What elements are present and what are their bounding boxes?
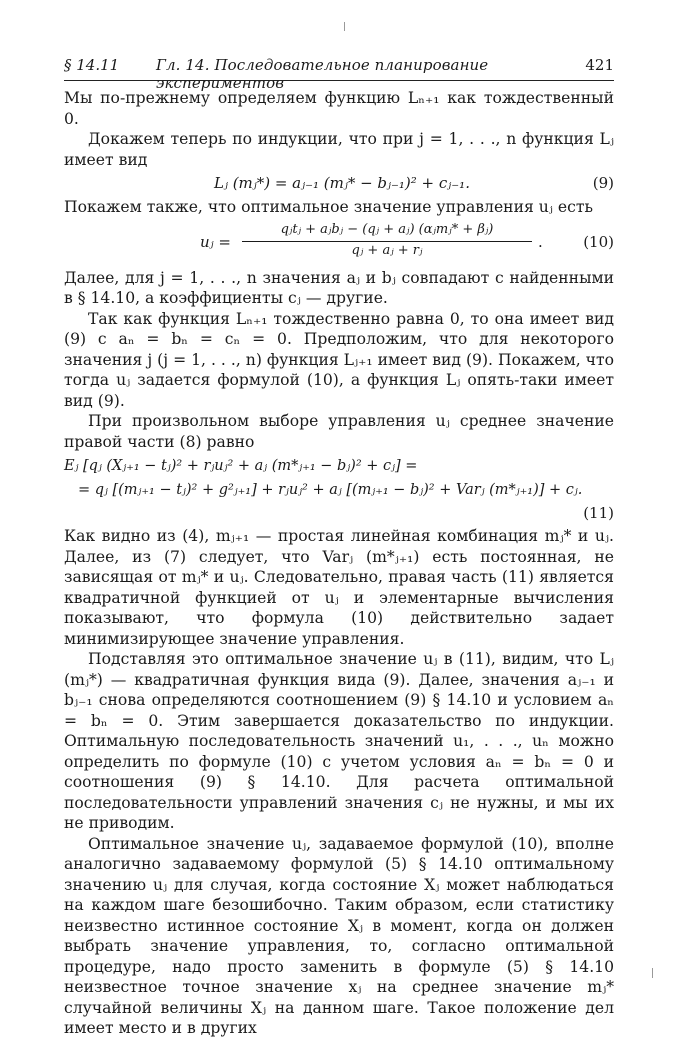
- paragraph: Оптимальное значение uⱼ, задаваемое формулой (10), вполне аналогично задаваемому формулой (5) § 14.10 оптимальному значению uⱼ для случая, когда состояние Xⱼ может наблюдаться на каждом шаге безошибочно. Таким образом, если статистику неизвестно истинное состояние Xⱼ в момент, когда он должен выбрать значение управления, то, согласно оптимальной процедуре, надо просто заменить в формуле (5) § 14.10 неизвестное точное значение xⱼ на среднее значение mⱼ* случайной величины Xⱼ на данном шаге. Такое положение дел имеет место и в других: [64, 834, 614, 1037]
- scan-mark: [652, 968, 653, 978]
- page-number: 421: [585, 56, 614, 74]
- paragraph: Далее, для j = 1, . . ., n значения aⱼ и bⱼ совпадают с найденными в § 14.10, а коэффициенты cⱼ — другие.: [64, 268, 614, 307]
- chapter-title: Гл. 14. Последовательное планирование экспериментов: [156, 56, 489, 92]
- paragraph: Как видно из (4), mⱼ₊₁ — простая линейная комбинация mⱼ* и uⱼ. Далее, из (7) следует, что Varⱼ (m*ⱼ₊₁) есть постоянная, не зависящая от mⱼ* и uⱼ. Следовательно, правая часть (11) является квадратичной функцией от uⱼ и элементарные вычисления показывают, что формула (10) действительно задает минимизирующее значение управления.: [64, 527, 614, 648]
- paragraph: Подставляя это оптимальное значение uⱼ в (11), видим, что Lⱼ (mⱼ*) — квадратичная функция вида (9). Далее, значения aⱼ₋₁ и bⱼ₋₁ снова определяются соотношением (9) § 14.10 и условием aₙ = bₙ = 0. Этим завершается доказательство по индукции. Оптимальную последовательность значений u₁, . . ., uₙ можно определить по формуле (10) с учетом условия aₙ = bₙ = 0 и соотношения (9) § 14.10. Для расчета оптимальной последовательности управлений значения cⱼ не нужны, и мы их не приводим.: [64, 650, 614, 832]
- scan-mark: [344, 22, 345, 31]
- equation-10: [64, 222, 614, 264]
- paragraph: Докажем теперь по индукции, что при j = 1, . . ., n функция Lⱼ имеет вид: [64, 130, 614, 169]
- equation-number: (10): [583, 232, 614, 251]
- equation-number: (11): [583, 504, 614, 522]
- equation-9: [64, 172, 614, 195]
- equation-period: .: [538, 232, 543, 251]
- equation-line: = qⱼ [(mⱼ₊₁ − tⱼ)² + g²ⱼ₊₁] + rⱼuⱼ² + aⱼ [(mⱼ₊₁ − bⱼ)² + Varⱼ (m*ⱼ₊₁)] + cⱼ.: [78, 482, 583, 498]
- paragraph: При произвольном выборе управления uⱼ среднее значение правой части (8) равно: [64, 412, 614, 451]
- running-header: [64, 56, 614, 92]
- fraction-denominator: qⱼ + aⱼ + rⱼ: [351, 242, 423, 258]
- paragraph: Мы по-прежнему определяем функцию Lₙ₊₁ как тождественный 0.: [64, 89, 614, 128]
- fraction-numerator: qⱼtⱼ + aⱼbⱼ − (qⱼ + aⱼ) (αⱼmⱼ* + βⱼ): [280, 221, 494, 237]
- equation-line: Eⱼ [qⱼ (Xⱼ₊₁ − tⱼ)² + rⱼuⱼ² + aⱼ (m*ⱼ₊₁ − bⱼ)² + cⱼ] =: [64, 458, 418, 474]
- paragraph: Так как функция Lₙ₊₁ тождественно равна 0, то она имеет вид (9) с aₙ = bₙ = cₙ = 0. Предположим, что для некоторого значения j (j = 1, . . ., n) функция Lⱼ₊₁ имеет вид (9). Покажем, что тогда uⱼ задается формулой (10), а функция Lⱼ опять-таки имеет вид (9).: [64, 309, 614, 410]
- equation-number: (9): [592, 174, 614, 192]
- equation-11: [64, 454, 614, 524]
- equation-lhs: uⱼ =: [200, 232, 231, 251]
- page-body: [64, 88, 614, 1039]
- paragraph: Покажем также, что оптимальное значение управления uⱼ есть: [64, 198, 593, 216]
- equation-expression: Lⱼ (mⱼ*) = aⱼ₋₁ (mⱼ* − bⱼ₋₁)² + cⱼ₋₁.: [214, 174, 470, 192]
- fraction-bar: [242, 241, 532, 242]
- section-number: § 14.11: [64, 56, 120, 74]
- header-rule: [64, 80, 614, 81]
